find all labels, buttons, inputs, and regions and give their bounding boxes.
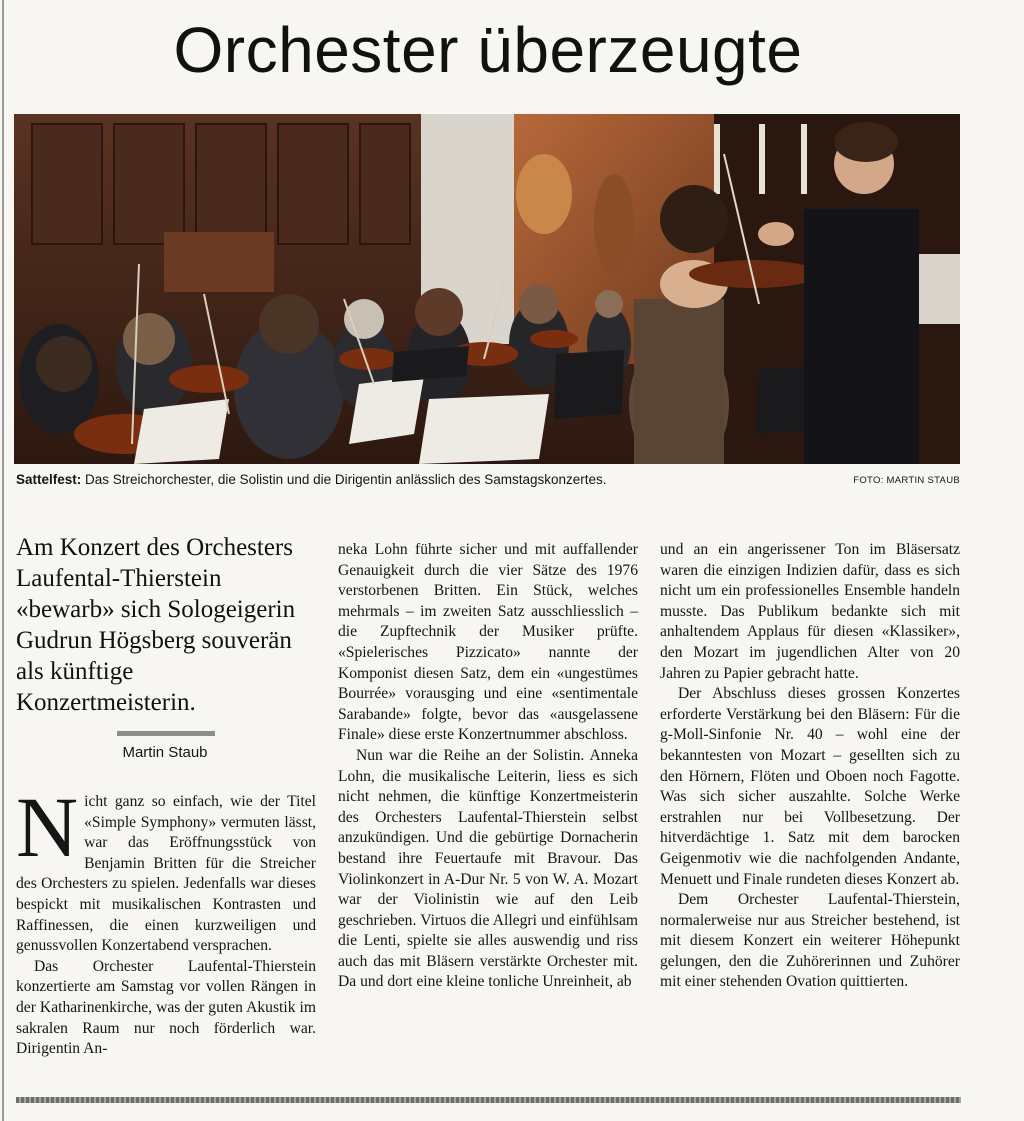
bottom-rule xyxy=(16,1097,961,1103)
paragraph: neka Lohn führte sicher und mit auffallender Genauigkeit durch die vier Sätze des 1976 verstorbenen Britten. Ein Stück, welches mehrmals – im zweiten Satz ausschliesslich – die Zupftechnik der Musiker prüfte. «Spielerisches Pizzicato» nannte der Komponist diesen Satz, dem ein «ungestümes Bourrée» vorausging und eine «sentimentale Sarabande» folgte, bevor das «ausgelassene Finale» diese erste Konzertnummer abschloss. xyxy=(338,541,638,744)
photo-caption xyxy=(16,469,960,491)
caption-lead: Sattelfest: xyxy=(16,472,82,487)
body-column-2 xyxy=(338,540,638,993)
drop-cap: N xyxy=(16,779,79,875)
concert-photo xyxy=(14,114,960,464)
paragraph: Nicht ganz so einfach, wie der Titel «Simple Symphony» vermuten lässt, war das Eröffnungsstück von Benjamin Britten für die Streicher des Orchesters zu spielen. Jedenfalls war dieses bespickt mit musikalischen Kontrasten und Raffinessen, die einen kurzweiligen und genussvollen Konzertabend versprachen. xyxy=(16,779,316,955)
body-column-1 xyxy=(16,779,316,1060)
headline: Orchester überzeugte xyxy=(173,14,803,86)
paragraph: Nun war die Reihe an der Solistin. Anneka Lohn, die musikalische Leiterin, liess es sich nicht nehmen, die künftige Konzertmeisterin des Orchesters Laufental-Thierstein selbst anzukündigen. Und die gebürtige Dornacherin bestand ihre Feuertaufe mit Bravour. Das Violinkonzert in A-Dur Nr. 5 von W. A. Mozart war der Violinistin wie auf den Leib geschrieben. Virtuos die Allegri und einfühlsam die Lenti, spielte sie alles auswendig und riss auch das mit Bläsern verstärkte Orchester mit. Da und dort eine kleine tonliche Unreinheit, ab xyxy=(338,746,638,991)
photo-credit: FOTO: MARTIN STAUB xyxy=(853,475,960,486)
paragraph: Der Abschluss dieses grossen Konzertes erforderte Verstärkung bei den Bläsern: Für die g-Moll-Sinfonie Nr. 40 – wohl eine der bekanntesten von Mozart – gesellten sich zu den Hörnern, Flöten und Oboen noch Fagotte. Was sich sicher auszahlte. Solche Werke erstrahlen nur bei Vollbesetzung. Der hitverdächtige 1. Satz mit dem barocken Geigenmotiv wie die nachfolgenden Andante, Menuett und Finale rundeten dieses Konzert ab. xyxy=(660,685,960,888)
caption-text: Das Streichorchester, die Solistin und die Dirigentin anlässlich des Samstagskonzertes. xyxy=(81,472,607,487)
body-column-3 xyxy=(660,540,960,993)
page-margin-rule xyxy=(2,0,4,1121)
paragraph: Das Orchester Laufental-Thierstein konzertierte am Samstag vor vollen Rängen in der Katharinenkirche, was der guten Akustik im sakralen Raum nur noch förderlich war. Dirigentin An- xyxy=(16,957,316,1058)
article-intro: Am Konzert des Orchesters Laufental-Thierstein «bewarb» sich Sologeigerin Gudrun Högsberg souverän als künftige Konzertmeisterin. xyxy=(16,534,296,716)
paragraph: Dem Orchester Laufental-Thierstein, normalerweise nur aus Streicher bestehend, ist mit diesem Konzert ein weiterer Höhepunkt gelungen, den die Zuhörerinnen und Zuhörer mit einer stehenden Ovation quittierten. xyxy=(660,891,960,991)
paragraph: und an ein angerissener Ton im Bläsersatz waren die einzigen Indizien dafür, dass es sich nicht um ein professionelles Ensemble handeln musste. Das Publikum bedankte sich mit anhaltendem Applaus für diesen «Klassiker», den Mozart im jugendlichen Alter von 20 Jahren zu Papier gebracht hatte. xyxy=(660,541,960,682)
author-byline: Martin Staub xyxy=(122,744,208,761)
byline-divider xyxy=(117,731,215,736)
